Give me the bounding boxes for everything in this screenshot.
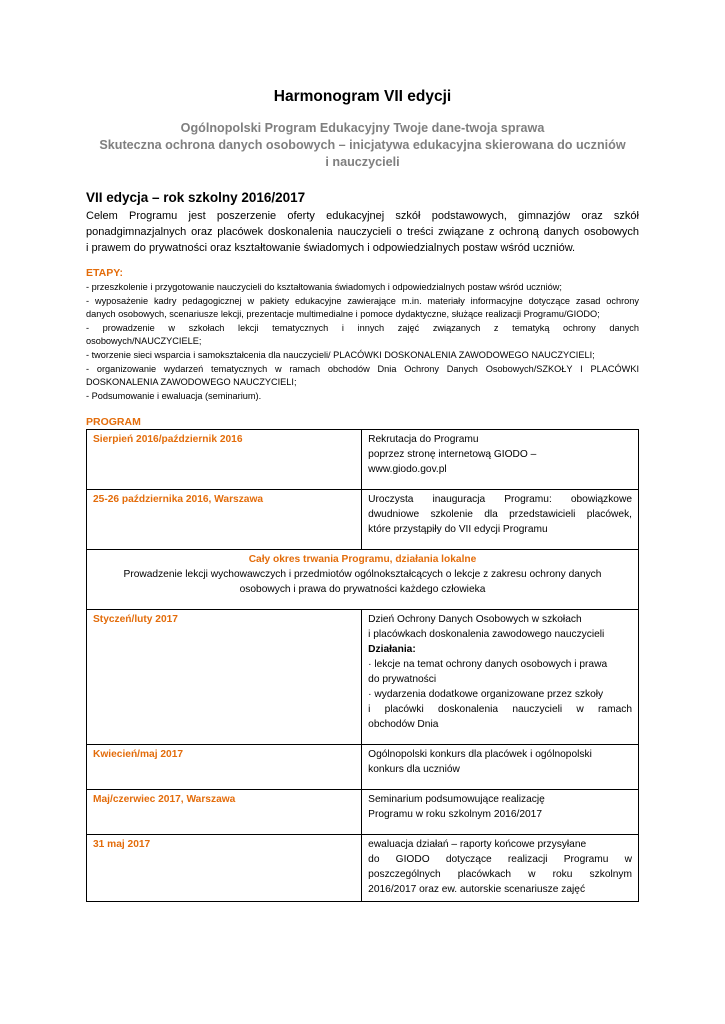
intro-line: Celem Programu jest poszerzenie oferty edukacyjnej szkół podstawowych, gimnazjów oraz szkół (86, 210, 639, 222)
table-row (87, 430, 639, 490)
subtitle-line: Skuteczna ochrona danych osobowych – inicjatywa edukacyjna skierowana do uczniów (99, 138, 626, 152)
program-label: PROGRAM (86, 416, 141, 428)
date-cell: 31 maj 2017 (87, 835, 362, 902)
description-cell: Uroczysta inauguracja Programu: obowiązkowe dwudniowe szkolenie dla przedstawicieli placówek, które przystąpiły do VII edycji Programu (362, 490, 639, 550)
table-row (87, 745, 639, 790)
intro-line: i prawem do prywatności oraz kształtowanie świadomych i odpowiedzialnych postaw wśród uczniów. (86, 242, 576, 254)
program-schedule-table (86, 429, 639, 902)
date-cell: Kwiecień/maj 2017 (87, 745, 362, 790)
intro-line: ponadgimnazjalnych oraz placówek doskonalenia nauczycieli o treści związane z ochroną danych osobowych (86, 226, 639, 238)
etapy-line: osobowych/NAUCZYCIELE; (86, 336, 202, 347)
description-cell: Seminarium podsumowujące realizację Programu w roku szkolnym 2016/2017 (362, 790, 639, 835)
date-cell: Sierpień 2016/październik 2016 (87, 430, 362, 490)
table-row (87, 490, 639, 550)
subtitle-line: Ogólnopolski Program Edukacyjny Twoje dane-twoja sprawa (180, 121, 545, 135)
etapy-line: - organizowanie wydarzeń tematycznych w ramach obchodów Dnia Ochrony Danych Osobowych/SZKOŁY I PLACÓWKI (86, 363, 639, 374)
etapy-line: - Podsumowanie i ewaluacja (seminarium). (86, 390, 262, 401)
description-cell: ewaluacja działań – raporty końcowe przysyłane do GIODO dotyczące realizacji Programu w poszczególnych placówkach w roku szkolnym 2016/2017 oraz ew. autorskie scenariusze zajęć (362, 835, 639, 902)
full-width-cell: Cały okres trwania Programu, działania lokalne Prowadzenie lekcji wychowawczych i przedmiotów ogólnokształcących o lekcje z zakresu ochrony danych osobowych i prawa do prywatności każdego człowieka (87, 550, 639, 610)
etapy-line: - wyposażenie kadry pedagogicznej w pakiety edukacyjne zawierające m.in. materiały informacyjne dotyczące zasad ochrony (86, 295, 639, 306)
description-cell: Ogólnopolski konkurs dla placówek i ogólnopolski konkurs dla uczniów (362, 745, 639, 790)
intro-paragraph (86, 208, 639, 256)
etapy-label: ETAPY: (86, 267, 123, 279)
etapy-line: - tworzenie sieci wsparcia i samokształcenia dla nauczycieli/ PLACÓWKI DOSKONALENIA ZAWODOWEGO NAUCZYCIELI; (86, 349, 595, 360)
description-cell: Dzień Ochrony Danych Osobowych w szkołach i placówkach doskonalenia zawodowego nauczycieli Działania: · lekcje na temat ochrony danych osobowych i prawa do prywatności · wydarzenia dodatkowe organizowane przez szkoły i placówki doskonalenia nauczycieli w ramach obchodów Dnia (362, 610, 639, 745)
local-activities-heading: Cały okres trwania Programu, działania lokalne (248, 554, 477, 565)
table-row (87, 835, 639, 902)
date-cell: Styczeń/luty 2017 (87, 610, 362, 745)
etapy-line: - przeszkolenie i przygotowanie nauczycieli do kształtowania świadomych i odpowiedzialnych postaw wśród uczniów; (86, 282, 562, 292)
date-cell: 25-26 października 2016, Warszawa (87, 490, 362, 550)
table-row (87, 550, 639, 610)
document-title: Harmonogram VII edycji (273, 88, 452, 105)
edition-heading: VII edycja – rok szkolny 2016/2017 (86, 190, 306, 205)
etapy-line: danych osobowych, scenariusze lekcji, prezentacje multimedialne i pomoce dydaktyczne, służące realizacji Programu/GIODO; (86, 309, 600, 320)
program-subtitle (72, 120, 653, 171)
table-row (87, 610, 639, 745)
subtitle-line: i nauczycieli (325, 155, 400, 169)
date-cell: Maj/czerwiec 2017, Warszawa (87, 790, 362, 835)
etapy-list (86, 281, 639, 403)
description-cell: Rekrutacja do Programu poprzez stronę internetową GIODO – www.giodo.gov.pl (362, 430, 639, 490)
etapy-line: DOSKONALENIA ZAWODOWEGO NAUCZYCIELI; (86, 377, 297, 388)
etapy-line: - prowadzenie w szkołach lekcji tematycznych i innych zajęć związanych z tematyką ochrony danych (86, 322, 639, 333)
dzialania-label: Działania: (368, 644, 416, 655)
table-row (87, 790, 639, 835)
